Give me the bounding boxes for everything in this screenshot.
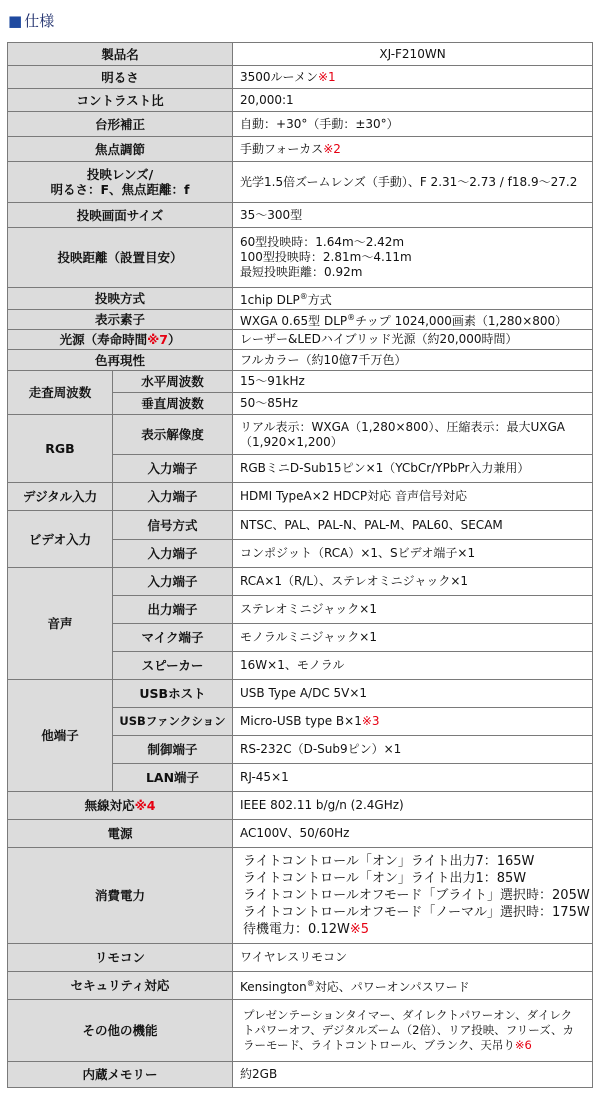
row-value: 手動フォーカス※2 [233,137,593,162]
row-label: 台形補正 [8,112,233,137]
row-label: 投映方式 [8,288,233,310]
row-label: 制御端子 [113,736,233,764]
section-heading [8,11,54,31]
row-value: Micro-USB type B×1※3 [233,708,593,736]
table-row [8,820,593,848]
row-label: スピーカー [113,652,233,680]
footnote-mark: ※6 [514,1038,532,1052]
row-value: NTSC、PAL、PAL-N、PAL-M、PAL60、SECAM [233,511,593,540]
row-value: 3500ルーメン※1 [233,66,593,89]
table-row [8,415,593,455]
row-value: 15～91kHz [233,371,593,393]
row-value: RS-232C（D-Sub9ピン）×1 [233,736,593,764]
footnote-mark: ※4 [134,798,156,813]
table-row [8,483,593,511]
row-label: 無線対応※4 [8,792,233,820]
row-label: 入力端子 [113,540,233,568]
row-label: 水平周波数 [113,371,233,393]
row-value: 1chip DLP®方式 [233,288,593,310]
table-row [8,972,593,1000]
row-value: フルカラー（約10億7千万色） [233,350,593,371]
row-value: USB Type A/DC 5V×1 [233,680,593,708]
row-value: WXGA 0.65型 DLP®チップ 1024,000画素（1,280×800） [233,310,593,330]
footnote-mark: ※1 [317,69,336,84]
table-row [8,792,593,820]
group-label: 音声 [8,568,113,680]
table-row [8,310,593,330]
row-label: 信号方式 [113,511,233,540]
footnote-mark: ※3 [361,714,380,728]
table-row [8,43,593,66]
row-value: ワイヤレスリモコン [233,944,593,972]
row-label: その他の機能 [8,1000,233,1062]
table-row [8,680,593,708]
row-value: 約2GB [233,1062,593,1088]
footnote-mark: ※5 [349,922,369,937]
row-label: 垂直周波数 [113,393,233,415]
row-label: 入力端子 [113,455,233,483]
row-value: XJ-F210WN [233,43,593,66]
row-label: 明るさ [8,66,233,89]
group-label: ビデオ入力 [8,511,113,568]
row-label: 表示解像度 [113,415,233,455]
table-row [8,330,593,350]
row-value: 自動：+30°（手動：±30°） [233,112,593,137]
row-value: コンポジット（RCA）×1、Sビデオ端子×1 [233,540,593,568]
row-label: セキュリティ対応 [8,972,233,1000]
table-row [8,568,593,596]
row-label: マイク端子 [113,624,233,652]
footnote-mark: ※2 [323,141,341,156]
row-label: 投映画面サイズ [8,203,233,228]
table-row [8,89,593,112]
row-label: 投映レンズ/ 明るさ：F、焦点距離：f [8,162,233,203]
row-value: モノラルミニジャック×1 [233,624,593,652]
row-value: Kensington®対応、パワーオンパスワード [233,972,593,1000]
table-row [8,944,593,972]
table-row [8,66,593,89]
row-value: ライトコントロール「オン」ライト出力7：165W ライトコントロール「オン」ライト出力1：85W ライトコントロールオフモード「ブライト」選択時：205W ライトコントロールオフモード「ノーマル」選択時：175W 待機電力：0.12W※5 [233,848,593,944]
row-label: USBファンクション [113,708,233,736]
row-label: 入力端子 [113,483,233,511]
row-label: 色再現性 [8,350,233,371]
row-value: HDMI TypeA×2 HDCP対応 音声信号対応 [233,483,593,511]
table-row [8,228,593,288]
table-row [8,288,593,310]
group-label: デジタル入力 [8,483,113,511]
row-value: ステレオミニジャック×1 [233,596,593,624]
row-value: 20,000:1 [233,89,593,112]
row-label: 光源（寿命時間※7） [8,330,233,350]
row-value: RCA×1（R/L）、ステレオミニジャック×1 [233,568,593,596]
footnote-mark: ※7 [147,332,168,347]
row-value: 50～85Hz [233,393,593,415]
row-label: コントラスト比 [8,89,233,112]
row-value: リアル表示：WXGA（1,280×800）、圧縮表示：最大UXGA （1,920×1,200） [233,415,593,455]
row-label: 内蔵メモリー [8,1062,233,1088]
row-label: 電源 [8,820,233,848]
heading-title: 仕様 [24,12,55,30]
row-value: 60型投映時：1.64m～2.42m 100型投映時：2.81m～4.11m 最短投映距離：0.92m [233,228,593,288]
row-label: リモコン [8,944,233,972]
spec-table [7,42,593,1088]
table-row [8,1062,593,1088]
group-label: 他端子 [8,680,113,792]
table-row [8,371,593,393]
table-row [8,162,593,203]
row-label: LAN端子 [113,764,233,792]
row-value: 35～300型 [233,203,593,228]
row-value: レーザー&LEDハイブリッド光源（約20,000時間） [233,330,593,350]
row-value: IEEE 802.11 b/g/n (2.4GHz) [233,792,593,820]
row-value: 光学1.5倍ズームレンズ（手動）、F 2.31～2.73 / f18.9～27.2 [233,162,593,203]
row-label: 入力端子 [113,568,233,596]
table-row [8,1000,593,1062]
row-label: 製品名 [8,43,233,66]
table-row [8,511,593,540]
table-row [8,848,593,944]
table-row [8,112,593,137]
row-value: 16W×1、モノラル [233,652,593,680]
row-value: AC100V、50/60Hz [233,820,593,848]
row-label: 投映距離（設置目安） [8,228,233,288]
group-label: 走査周波数 [8,371,113,415]
row-label: 焦点調節 [8,137,233,162]
row-value: RGBミニD-Sub15ピン×1（YCbCr/YPbPr入力兼用） [233,455,593,483]
group-label: RGB [8,415,113,483]
row-value: RJ-45×1 [233,764,593,792]
row-label: 出力端子 [113,596,233,624]
heading-marker: ■ [8,12,23,30]
row-value: プレゼンテーションタイマー、ダイレクトパワーオン、ダイレク トパワーオフ、デジタルズーム（2倍）、リア投映、フリーズ、カ ラーモード、ライトコントロール、ブランク、天吊り※6 [233,1000,593,1062]
row-label: 表示素子 [8,310,233,330]
table-row [8,137,593,162]
row-label: 消費電力 [8,848,233,944]
row-label: USBホスト [113,680,233,708]
table-row [8,203,593,228]
table-row [8,350,593,371]
